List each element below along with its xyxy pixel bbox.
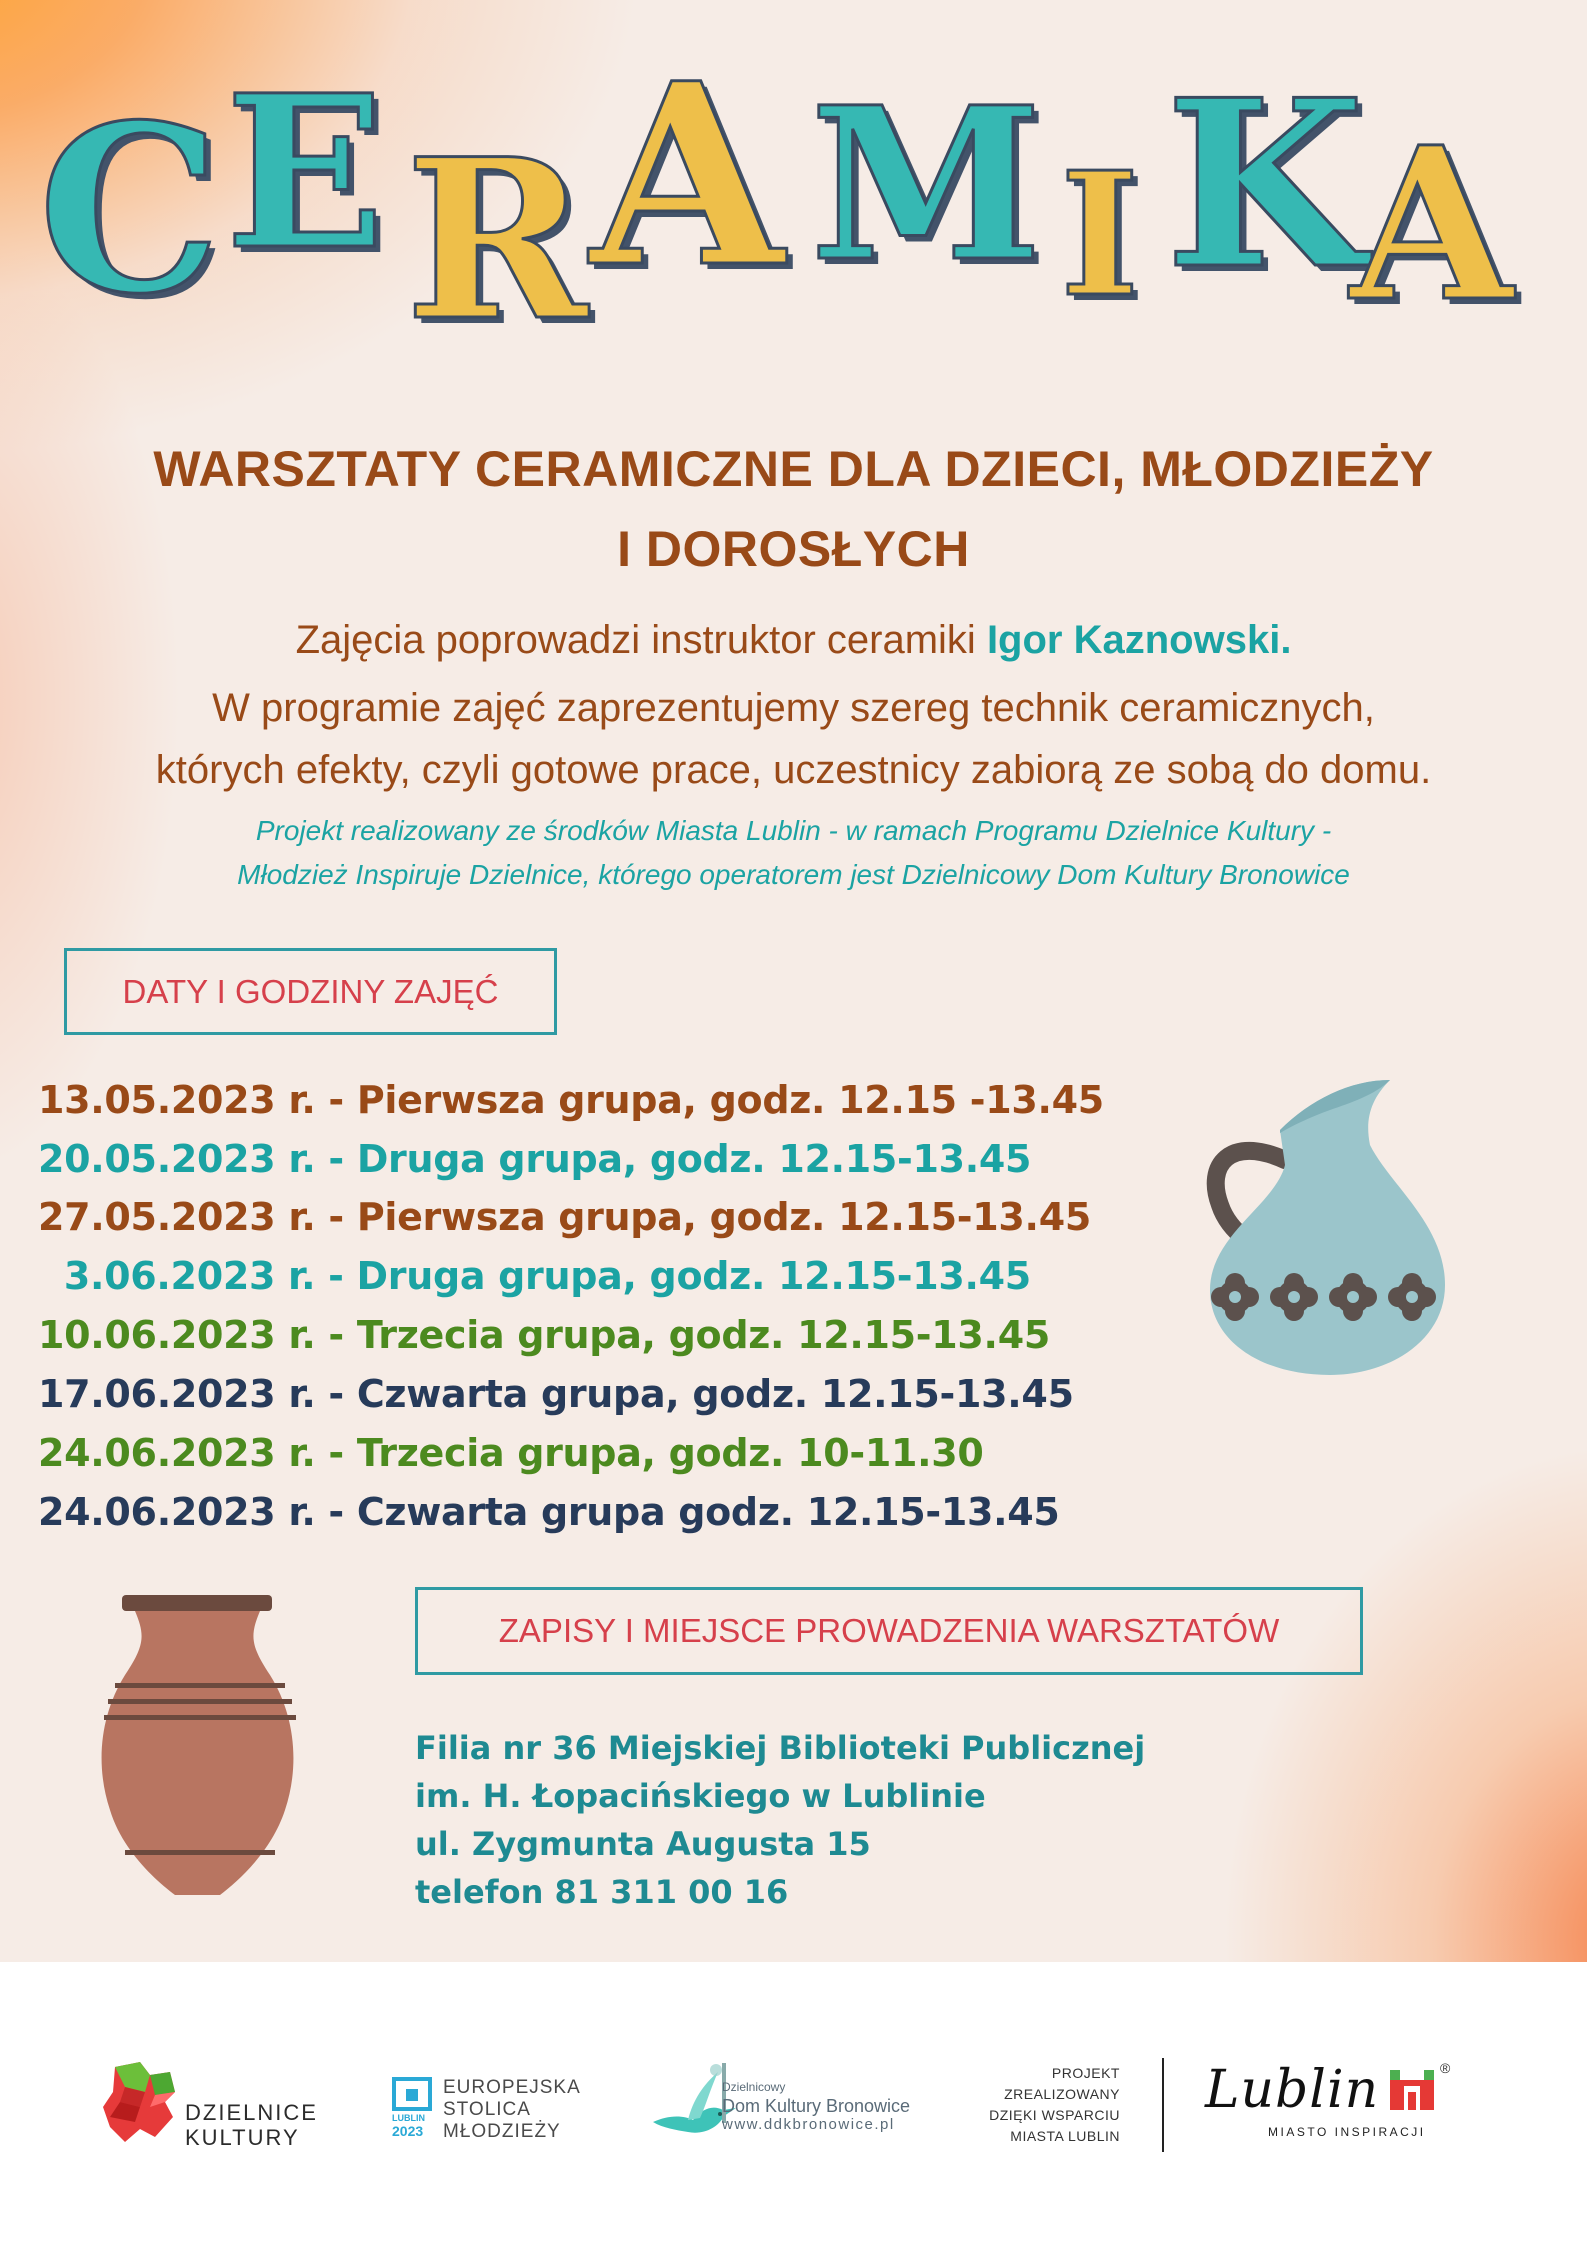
date-row-5: 10.06.2023 r. - Trzecia grupa, godz. 12.15-13.45 bbox=[38, 1313, 1050, 1357]
esm-line2: STOLICA bbox=[443, 2099, 531, 2120]
ddk-line1: Dzielnicowy bbox=[722, 2080, 786, 2094]
date-row-3: 27.05.2023 r. - Pierwsza grupa, godz. 12.15-13.45 bbox=[38, 1195, 1091, 1239]
title-ceramika bbox=[0, 0, 1587, 369]
address-line1: Filia nr 36 Miejskiej Biblioteki Publicznej bbox=[415, 1729, 1146, 1767]
signup-box: ZAPISY I MIEJSCE PROWADZENIA WARSZTATÓW bbox=[415, 1587, 1363, 1675]
project-line2: ZREALIZOWANY bbox=[1004, 2086, 1120, 2102]
title-letter-a2: A bbox=[1350, 101, 1513, 348]
heading-line2: I DOROSŁYCH bbox=[617, 521, 970, 577]
esm-badge-top: LUBLIN bbox=[392, 2113, 425, 2123]
address-phone: telefon 81 311 00 16 bbox=[415, 1873, 789, 1911]
intro-line1 bbox=[0, 618, 1587, 663]
ddk-text bbox=[722, 2079, 910, 2133]
date-row-6: 17.06.2023 r. - Czwarta grupa, godz. 12.15-13.45 bbox=[38, 1372, 1074, 1416]
date-row-4: 3.06.2023 r. - Druga grupa, godz. 12.15-13.45 bbox=[38, 1254, 1031, 1298]
footer-divider bbox=[1162, 2058, 1164, 2152]
lublin-tagline: MIASTO INSPIRACJI bbox=[1268, 2125, 1426, 2139]
project-note-line2: Młodzież Inspiruje Dzielnice, którego operatorem jest Dzielnicowy Dom Kultury Bronowice bbox=[237, 859, 1350, 890]
project-note-line1: Projekt realizowany ze środków Miasta Lublin - w ramach Programu Dzielnice Kultury - bbox=[255, 815, 1332, 846]
intro-prefix: Zajęcia poprowadzi instruktor ceramiki bbox=[295, 618, 987, 662]
title-letter-i: I bbox=[1060, 135, 1140, 335]
title-letter-r: R bbox=[405, 110, 588, 369]
address-line2: im. H. Łopacińskiego w Lublinie bbox=[415, 1777, 986, 1815]
intro-line3: których efekty, czyli gotowe prace, uczestnicy zabiorą ze sobą do domu. bbox=[155, 748, 1432, 792]
esm-text bbox=[443, 2077, 581, 2143]
dzielnice-kultury-text bbox=[185, 2100, 318, 2150]
date-row-2: 20.05.2023 r. - Druga grupa, godz. 12.15-13.45 bbox=[38, 1137, 1032, 1181]
date-row-8: 24.06.2023 r. - Czwarta grupa godz. 12.15-13.45 bbox=[38, 1490, 1060, 1534]
ddk-line3: www.ddkbronowice.pl bbox=[722, 2116, 895, 2133]
lublin-wordmark: Lublin bbox=[1205, 2060, 1380, 2120]
project-line3: DZIĘKI WSPARCIU bbox=[989, 2107, 1120, 2123]
esm-line1: EUROPEJSKA bbox=[443, 2077, 581, 2098]
address-line3: ul. Zygmunta Augusta 15 bbox=[415, 1825, 871, 1863]
title-letter-a1: A bbox=[590, 28, 784, 322]
title-letter-m: M bbox=[810, 61, 1043, 308]
title-letter-c: C bbox=[38, 75, 222, 345]
project-support-text bbox=[960, 2063, 1120, 2147]
project-line1: PROJEKT bbox=[1051, 2065, 1120, 2081]
esm-badge bbox=[392, 2077, 432, 2139]
lublin-registered: ® bbox=[1440, 2060, 1451, 2076]
lublin-castle-icon bbox=[1388, 2068, 1436, 2112]
dzielnice-line2: KULTURY bbox=[185, 2125, 300, 2150]
esm-badge-year: 2023 bbox=[392, 2123, 424, 2139]
intro-line2: W programie zajęć zaprezentujemy szereg technik ceramicznych, bbox=[212, 686, 1375, 730]
dzielnice-kultury-map-icon bbox=[95, 2057, 185, 2147]
esm-castle-icon bbox=[392, 2077, 432, 2113]
vase-illustration bbox=[100, 1595, 300, 1895]
title-letter-k: K bbox=[1165, 50, 1365, 320]
address-block bbox=[415, 1724, 1145, 1916]
esm-line3: MŁODZIEŻY bbox=[443, 2121, 561, 2142]
heading-line1: WARSZTATY CERAMICZNE DLA DZIECI, MŁODZIEŻY bbox=[153, 441, 1434, 497]
ddk-line2: Dom Kultury Bronowice bbox=[722, 2096, 911, 2116]
instructor-name: Igor Kaznowski. bbox=[986, 618, 1292, 662]
title-letter-e: E bbox=[225, 49, 386, 296]
dates-box: DATY I GODZINY ZAJĘĆ bbox=[64, 948, 557, 1035]
jug-illustration bbox=[1190, 1075, 1450, 1375]
date-row-1: 13.05.2023 r. - Pierwsza grupa, godz. 12.15 -13.45 bbox=[38, 1078, 1104, 1122]
date-row-7: 24.06.2023 r. - Trzecia grupa, godz. 10-11.30 bbox=[38, 1431, 984, 1475]
project-line4: MIASTA LUBLIN bbox=[1010, 2128, 1120, 2144]
dzielnice-line1: DZIELNICE bbox=[185, 2100, 318, 2125]
